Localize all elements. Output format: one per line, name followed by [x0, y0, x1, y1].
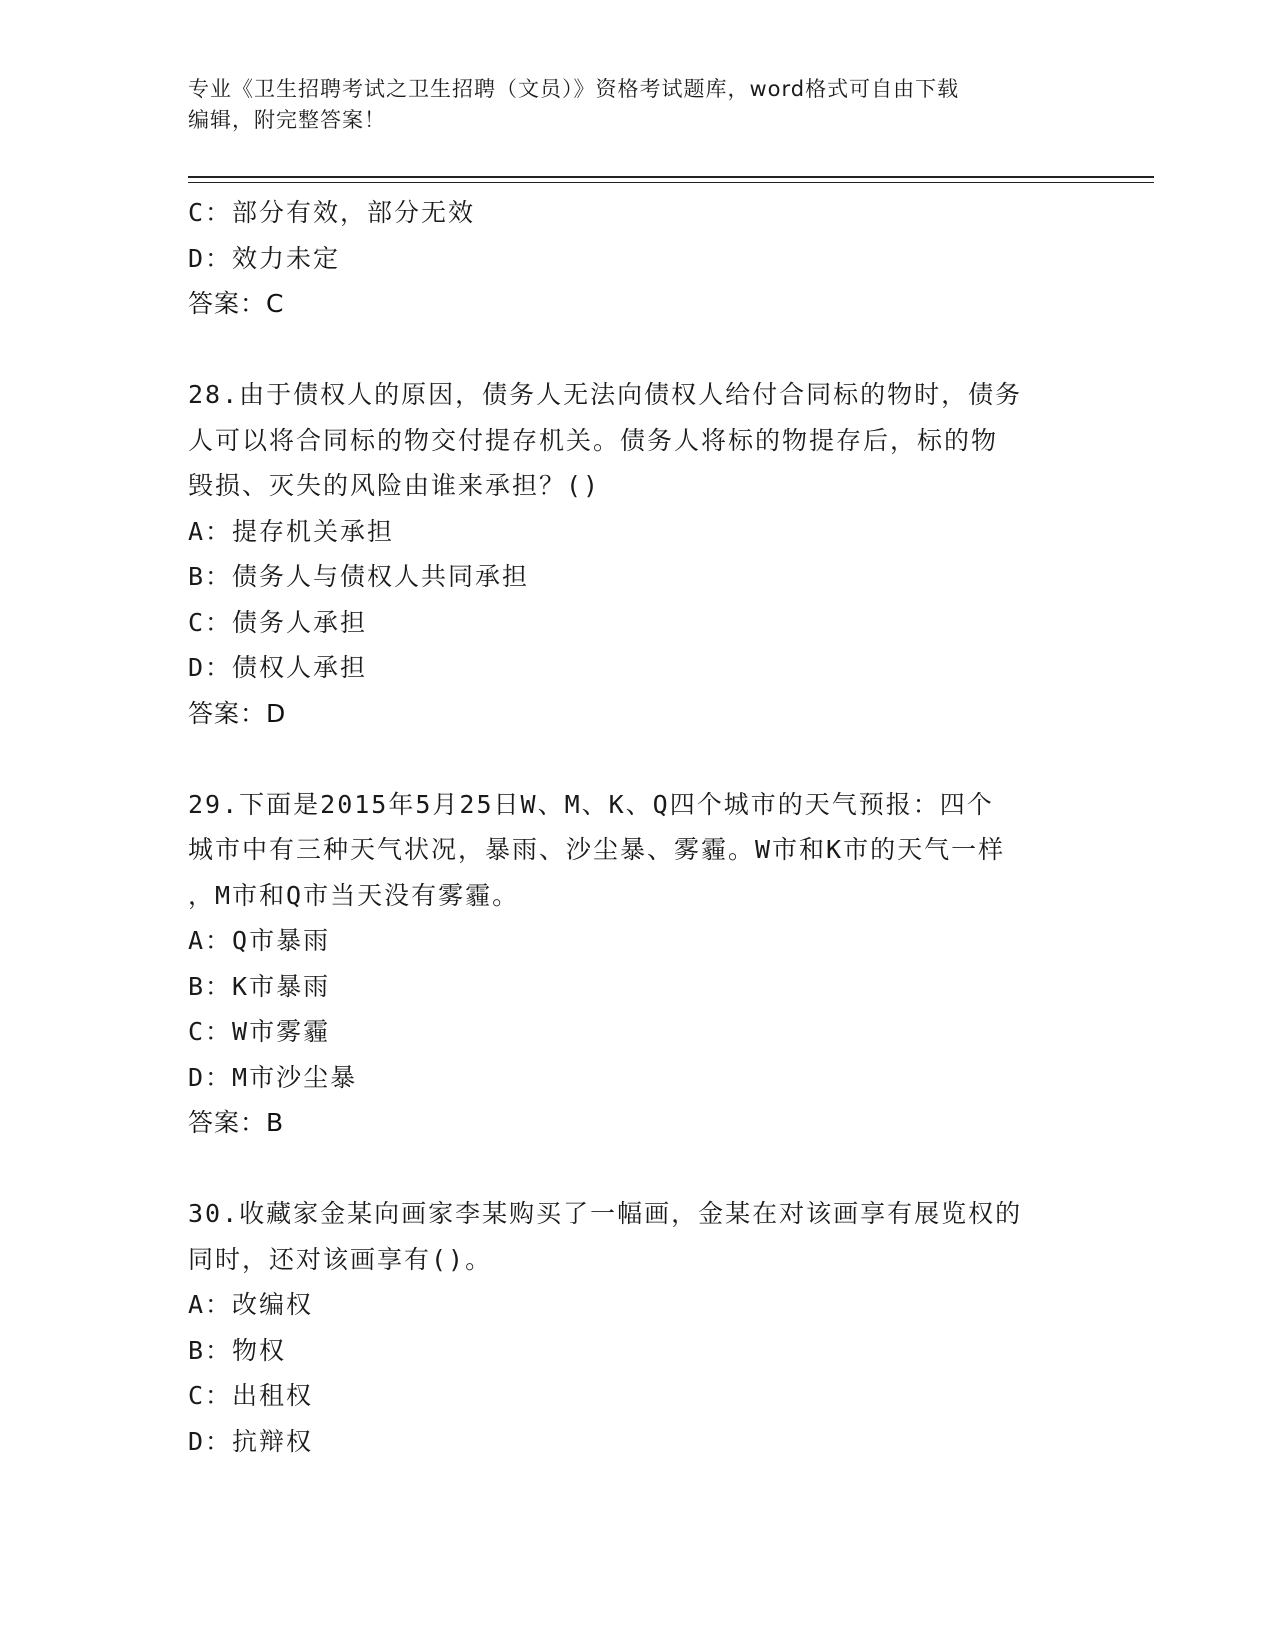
question-text-line: 同时，还对该画享有()。: [188, 1244, 493, 1274]
question-text-line: 人可以将合同标的物交付提存机关。债务人将标的物提存后，标的物: [188, 425, 999, 455]
option-c: C：出租权: [188, 1381, 314, 1410]
option-c: C：W市雾霾: [188, 1017, 331, 1046]
option-a: A：提存机关承担: [188, 516, 395, 546]
prev-question-tail: [188, 190, 1108, 327]
spacer: [188, 736, 1108, 782]
question-text-line: 29.下面是2015年5月25日W、M、K、Q四个城市的天气预报：四个: [188, 789, 994, 819]
answer-line: 答案：B: [188, 1108, 285, 1137]
question-29: [188, 782, 1108, 1146]
option-c: C：部分有效，部分无效: [188, 198, 476, 227]
spacer: [188, 1146, 1108, 1192]
question-text-line: 城市中有三种天气状况，暴雨、沙尘暴、雾霾。W市和K市的天气一样: [188, 835, 1006, 864]
question-text-line: 毁损、灭失的风险由谁来承担？(): [188, 471, 601, 500]
option-b: B：K市暴雨: [188, 971, 331, 1001]
question-30: [188, 1191, 1108, 1464]
question-list: [188, 190, 1108, 1464]
header-line-1: 专业《卫生招聘考试之卫生招聘（文员）》资格考试题库，word格式可自由下载: [188, 77, 960, 101]
option-a: A：改编权: [188, 1290, 314, 1319]
page-header: [188, 74, 1088, 136]
spacer: [188, 327, 1108, 373]
option-b: B：债务人与债权人共同承担: [188, 562, 530, 591]
question-text-line: 30.收藏家金某向画家李某购买了一幅画，金某在对该画享有展览权的: [188, 1199, 1023, 1228]
answer-line: 答案：D: [188, 698, 287, 728]
option-d: D：抗辩权: [188, 1426, 314, 1456]
question-28: [188, 372, 1108, 736]
answer-line: 答案：C: [188, 289, 285, 318]
header-divider: [188, 176, 1154, 183]
option-d: D：效力未定: [188, 243, 341, 273]
option-a: A：Q市暴雨: [188, 926, 331, 955]
header-line-2: 编辑，附完整答案！: [188, 108, 386, 132]
question-text-line: 28.由于债权人的原因，债务人无法向债权人给付合同标的物时，债务: [188, 380, 1023, 409]
option-c: C：债务人承担: [188, 607, 368, 637]
question-text-line: ，M市和Q市当天没有雾霾。: [188, 880, 520, 910]
option-b: B：物权: [188, 1335, 287, 1365]
option-d: D：债权人承担: [188, 653, 368, 682]
option-d: D：M市沙尘暴: [188, 1062, 358, 1092]
